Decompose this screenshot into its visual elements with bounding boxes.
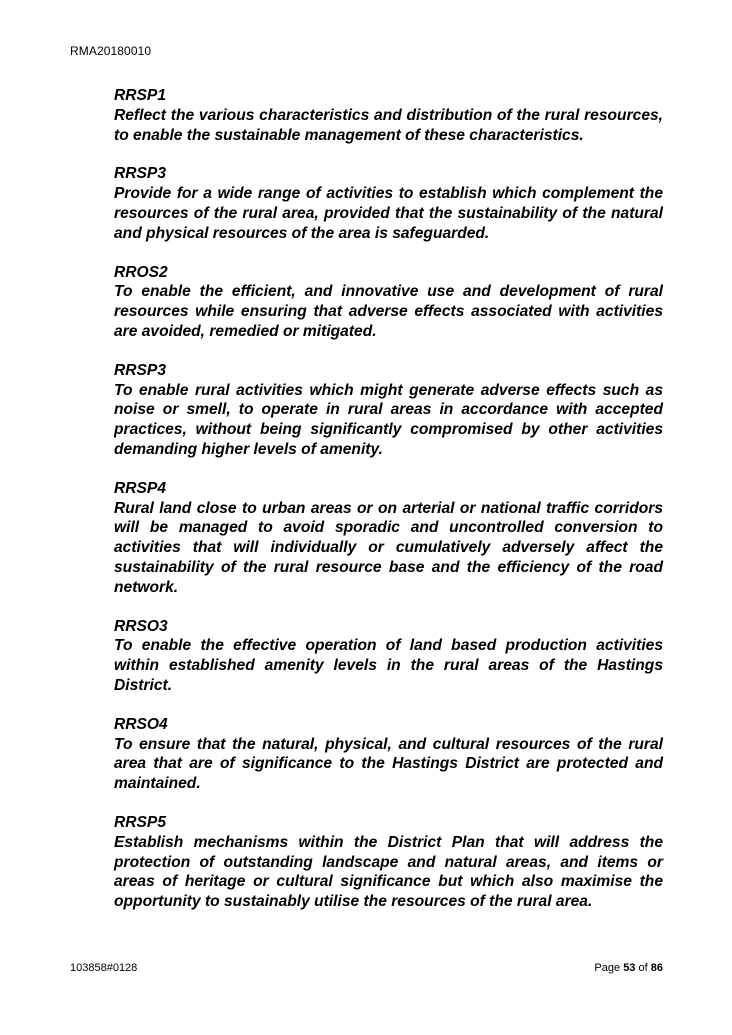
policy-code: RROS2 (114, 263, 168, 281)
policy-section (114, 263, 663, 342)
policy-section (114, 715, 663, 794)
page-of: of (638, 962, 648, 974)
document-body (114, 86, 663, 931)
policy-text: Rural land close to urban areas or on arterial or national traffic corridors will be managed to avoid sporadic and uncontrolled conversion to activities that will individually or cumulatively adversely affect the sustainability of the rural resource base and the efficiency of the road network. (114, 499, 663, 596)
policy-code: RRSO4 (114, 715, 168, 733)
page-word: Page (594, 962, 621, 974)
page-number (594, 962, 663, 974)
policy-code: RRSP3 (114, 361, 166, 379)
policy-text: To enable the efficient, and innovative use and development of rural resources while ensuring that adverse effects associated with activities are avoided, remedied or mitigated. (114, 283, 663, 340)
policy-text: Establish mechanisms within the District Plan that will address the protection of outstanding landscape and natural areas, and items or areas of heritage or cultural significance but which also maximise the opportunity to sustainably utilise the resources of the rural area. (114, 833, 663, 911)
policy-section (114, 86, 663, 145)
policy-section (114, 164, 663, 243)
policy-text: To enable rural activities which might generate adverse effects such as noise or smell, to operate in rural areas in accordance with accepted practices, without being significantly compromised by other activities demanding higher levels of amenity. (114, 381, 663, 458)
policy-section (114, 813, 663, 912)
policy-text: Reflect the various characteristics and distribution of the rural resources, to enable the sustainable management of these characteristics. (114, 106, 663, 144)
policy-code: RRSP1 (114, 87, 166, 104)
page-current: 53 (623, 962, 636, 974)
policy-text: To enable the effective operation of land based production activities within established amenity levels in the rural areas of the Hastings District. (114, 637, 663, 694)
policy-code: RRSO3 (114, 617, 168, 635)
policy-section (114, 617, 663, 696)
policy-code: RRSP4 (114, 479, 166, 497)
policy-text: To ensure that the natural, physical, and cultural resources of the rural area that are of significance to the Hastings District are protected and maintained. (114, 735, 663, 793)
policy-code: RRSP3 (114, 165, 166, 183)
document-reference: RMA20180010 (70, 44, 152, 58)
footer-document-id: 103858#0128 (70, 962, 138, 974)
policy-section (114, 361, 663, 460)
page-total: 86 (650, 962, 663, 974)
policy-section (114, 479, 663, 598)
policy-code: RRSP5 (114, 813, 166, 831)
policy-text: Provide for a wide range of activities to establish which complement the resources of the rural area, provided that the sustainability of the natural and physical resources of the area is safeguarded. (114, 185, 663, 242)
